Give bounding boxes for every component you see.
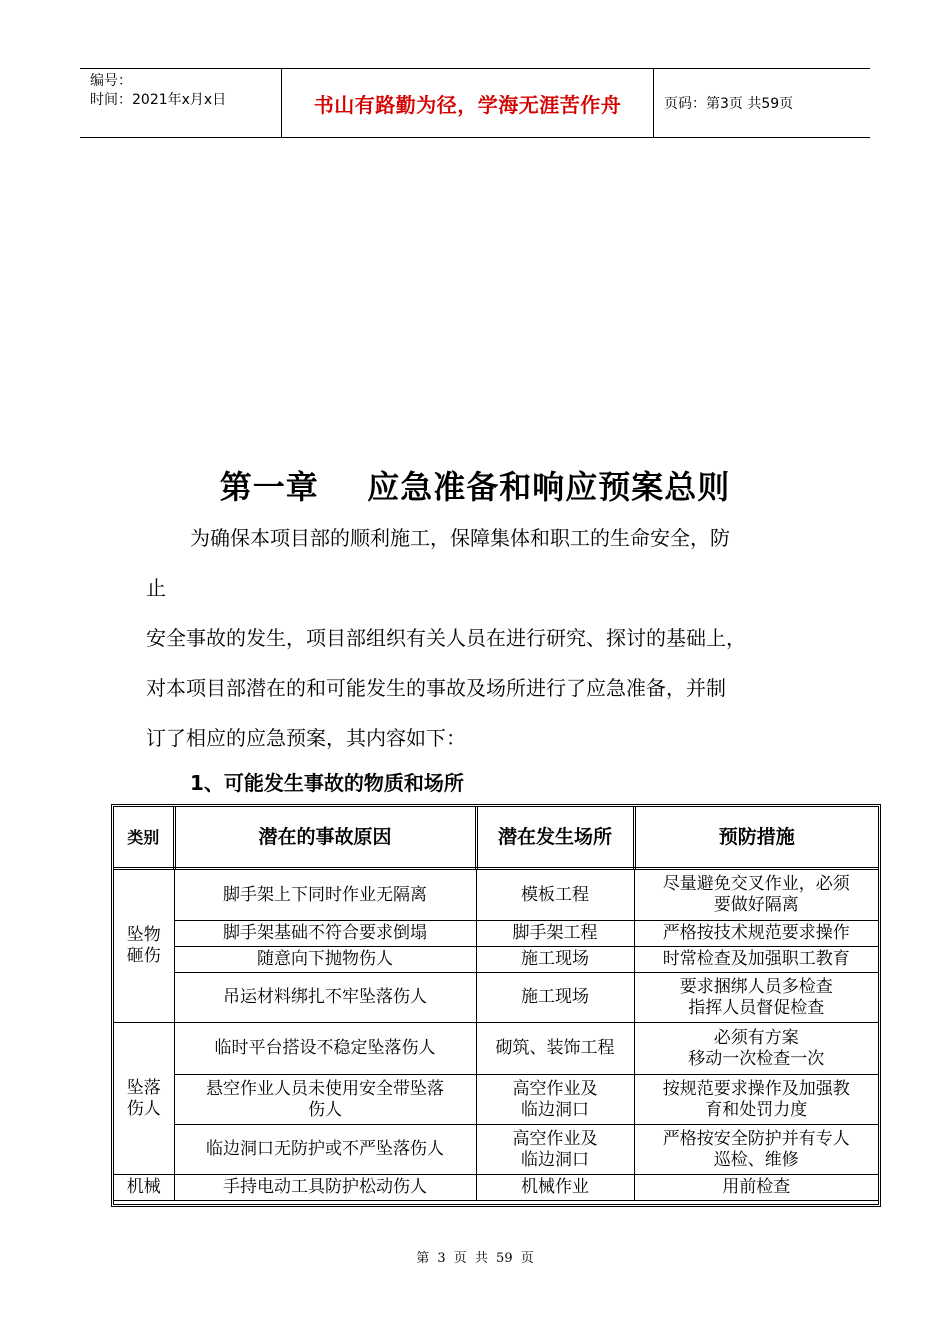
measure-cell [634,869,878,921]
table-row [114,973,878,1023]
cause-cell [174,947,476,973]
cause-cell [174,1023,476,1075]
page-footer: 第 3 页 共 59 页 [416,1251,534,1266]
cause-cell-line: 临时平台搭设不稳定坠落伤人 [214,1038,436,1058]
measure-cell-line: 尽量避免交叉作业，必须 [662,874,850,894]
measure-cell-line: 严格按安全防护并有专人 [662,1128,850,1149]
cause-cell [174,869,476,921]
place-cell-line: 临边洞口 [521,1149,589,1170]
header-page-info: 页码：第3页 共59页 [664,96,794,112]
measure-cell [634,1075,878,1125]
cause-cell [174,1125,476,1175]
header-category: 类别 [114,807,174,869]
header-place: 潜在发生场所 [476,807,634,869]
place-cell [476,973,634,1023]
category-cell [114,1023,174,1175]
cause-cell [174,973,476,1023]
measure-cell-line: 移动一次检查一次 [688,1048,825,1069]
measure-cell [634,947,878,973]
cause-cell-line: 伤人 [308,1099,342,1120]
header-motto [282,69,654,137]
cause-cell-line: 手持电动工具防护松动伤人 [223,1177,427,1197]
cause-cell [174,921,476,947]
paragraph-line: 安全事故的发生，项目部组织有关人员在进行研究、探讨的基础上， [146,626,746,650]
place-cell-line: 模板工程 [521,884,589,905]
cause-cell [174,1175,476,1201]
place-cell [476,921,634,947]
category-line: 伤人 [126,1098,161,1119]
document-number-label: 编号： [90,73,132,89]
measure-cell-line: 按规范要求操作及加强教 [662,1078,850,1099]
measure-cell [634,1125,878,1175]
table-row [114,921,878,947]
paragraph-line: 为确保本项目部的顺利施工，保障集体和职工的生命安全，防 [190,526,730,550]
category-line: 机械 [126,1177,161,1197]
place-cell-line: 施工现场 [521,987,589,1007]
table-row [114,1075,878,1125]
paragraph-line: 对本项目部潜在的和可能发生的事故及场所进行了应急准备，并制 [146,676,726,700]
place-cell-line: 施工现场 [521,949,589,969]
measure-cell-line: 要求捆绑人员多检查 [679,976,833,997]
table-row [114,1125,878,1175]
table-header-row [114,807,878,869]
measure-cell [634,1023,878,1075]
cause-cell-line: 脚手架上下同时作业无隔离 [223,884,427,905]
header-meta [80,69,282,137]
table-row [114,947,878,973]
place-cell [476,1075,634,1125]
place-cell [476,1125,634,1175]
measure-cell-line: 巡检、维修 [713,1149,799,1170]
place-cell [476,1023,634,1075]
chapter-title: 第一章 应急准备和响应预案总则 [219,468,731,506]
cause-cell-line: 脚手架基础不符合要求倒塌 [223,923,427,943]
measure-cell-line: 用前检查 [722,1177,791,1197]
place-cell-line: 机械作业 [521,1177,589,1197]
place-cell-line: 高空作业及 [512,1128,598,1149]
paragraph-line: 订了相应的应急预案，其内容如下： [146,726,466,750]
measure-cell-line: 育和处罚力度 [705,1099,808,1120]
header-cause: 潜在的事故原因 [174,807,476,869]
header-measure: 预防措施 [634,807,878,869]
category-line: 坠物 [126,925,161,945]
category-line: 坠落 [126,1077,161,1098]
measure-cell [634,1175,878,1201]
cause-cell-line: 临边洞口无防护或不严坠落伤人 [206,1139,444,1159]
category-cell [114,869,174,1023]
cause-cell [174,1075,476,1125]
cause-cell-line: 悬空作业人员未使用安全带坠落 [206,1078,444,1099]
category-cell [114,1175,174,1201]
measure-cell [634,921,878,947]
cause-cell-line: 吊运材料绑扎不牢坠落伤人 [223,987,427,1007]
section-title: 1、可能发生事故的物质和场所 [190,771,464,795]
paragraph-line: 止 [146,576,166,600]
place-cell-line: 砌筑、装饰工程 [495,1038,615,1058]
table-row [114,1175,878,1201]
page-header [80,68,870,138]
hazard-table [111,804,881,1207]
table-row [114,869,878,921]
measure-cell-line: 必须有方案 [713,1027,799,1048]
document-time-label: 时间：2021年x月x日 [90,92,227,108]
place-cell [476,1175,634,1201]
place-cell-line: 脚手架工程 [512,923,598,943]
table-row [114,1023,878,1075]
place-cell [476,947,634,973]
place-cell [476,869,634,921]
measure-cell [634,973,878,1023]
measure-cell-line: 时常检查及加强职工教育 [662,949,850,969]
cause-cell-line: 随意向下抛物伤人 [257,949,393,969]
place-cell-line: 高空作业及 [512,1078,598,1099]
measure-cell-line: 指挥人员督促检查 [688,997,825,1018]
motto-text: 书山有路勤为径，学海无涯苦作舟 [313,92,622,117]
measure-cell-line: 严格按技术规范要求操作 [662,923,850,943]
category-line: 砸伤 [126,946,161,966]
place-cell-line: 临边洞口 [521,1099,589,1120]
measure-cell-line: 要做好隔离 [713,895,799,915]
